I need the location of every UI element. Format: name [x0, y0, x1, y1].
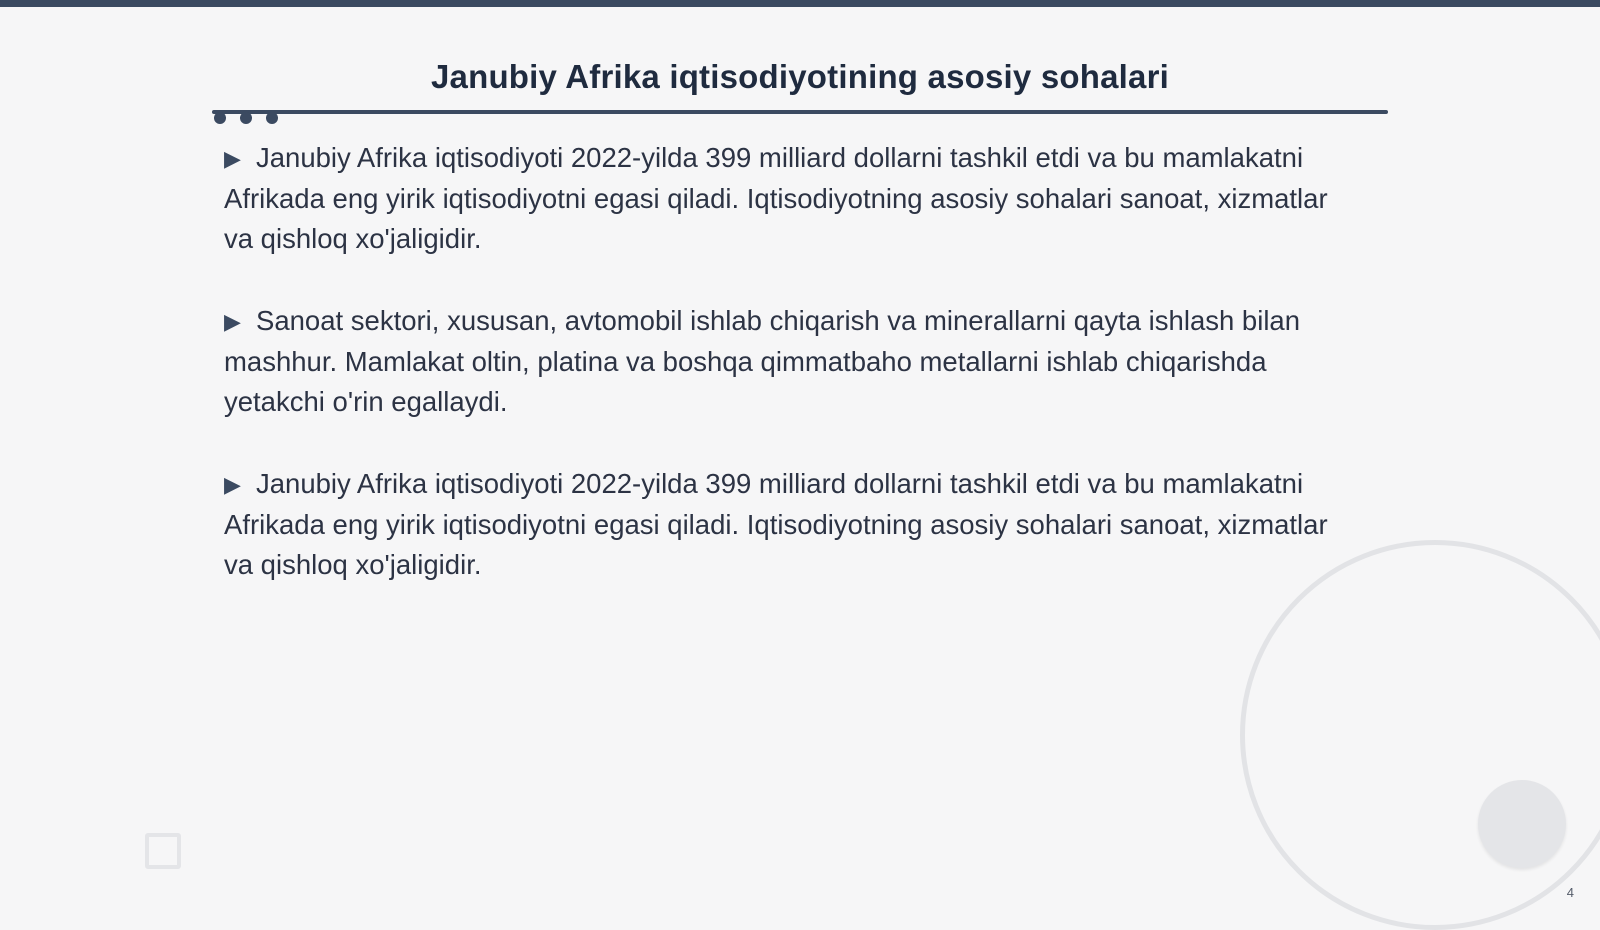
- triangle-right-icon: ▶: [224, 472, 241, 497]
- title-underline: [212, 110, 1388, 114]
- bullet-text: Sanoat sektori, xususan, avtomobil ishlab chiqarish va minerallarni qayta ishlash bilan mashhur. Mamlakat oltin, platina va boshqa qimmatbaho metallarni ishlab chiqarishda yetakchi o'rin egallaydi.: [224, 305, 1301, 417]
- slide-title: Janubiy Afrika iqtisodiyotining asosiy sohalari: [430, 58, 1169, 95]
- triangle-right-icon: ▶: [224, 146, 241, 171]
- rule-dot-icon: [266, 112, 278, 124]
- page-number: 4: [1566, 885, 1574, 900]
- bullet-paragraph: [224, 301, 1354, 422]
- decorative-square: [145, 833, 181, 869]
- bullet-text: Janubiy Afrika iqtisodiyoti 2022-yilda 399 milliard dollarni tashkil etdi va bu mamlakatni Afrikada eng yirik iqtisodiyotni egasi qiladi. Iqtisodiyotning asosiy sohalari sanoat, xizmatlar va qishloq xo'jaligidir.: [224, 142, 1328, 254]
- bullet-paragraph: [224, 464, 1354, 585]
- bullet-paragraph: [224, 138, 1354, 259]
- rule-dot-icon: [240, 112, 252, 124]
- bullet-text: Janubiy Afrika iqtisodiyoti 2022-yilda 399 milliard dollarni tashkil etdi va bu mamlakatni Afrikada eng yirik iqtisodiyotni egasi qiladi. Iqtisodiyotning asosiy sohalari sanoat, xizmatlar va qishloq xo'jaligidir.: [224, 468, 1328, 580]
- decorative-ring: [1240, 540, 1600, 930]
- top-accent-bar: [0, 0, 1600, 7]
- decorative-disc: [1478, 780, 1566, 868]
- triangle-right-icon: ▶: [224, 309, 241, 334]
- rule-dot-icon: [214, 112, 226, 124]
- slide-body: [224, 138, 1354, 627]
